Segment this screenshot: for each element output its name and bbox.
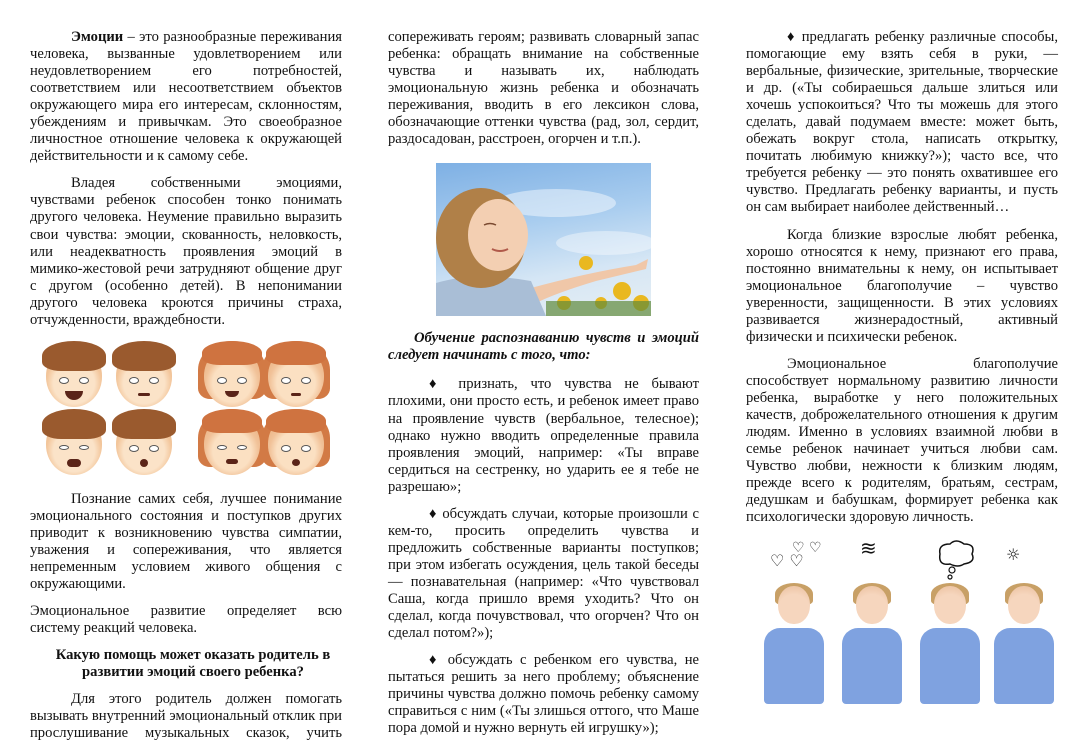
paragraph-text: – это разнообразные переживания человека, вызванные удовлетворением или неудовлетворением его потребностей, соответствием или несоответствием объектов окружающего мира его интересам, склонностям, убеждениям и привычкам. Это своеобразное личностное отношение человека к окружающей действительности и к самому себе.: [30, 29, 342, 165]
paragraph-emotional-wellbeing: Эмоциональное благополучие способствует нормальному развитию личности ребенка, выработке у него положительных качеств, доброжелательного отношения к другим людям. Именно в условиях взаимной любви в семье ребенок начинает учиться любви сам. Чувство любви, нежности к близким людям, прежде всего к родителям, братьям, сестрам, дедушкам и бабушкам, формирует ребенка как психологически здоровую личность.: [746, 355, 1058, 526]
boy-angry-face: [46, 415, 102, 475]
girl-idea: [994, 586, 1054, 704]
diamond-bullet-icon: ♦: [429, 652, 441, 669]
bullet-offer-ways: [746, 29, 1058, 217]
boy-sad-face: [116, 347, 172, 407]
girl-happy-face: [204, 347, 260, 407]
column-3: [746, 29, 1058, 704]
bullet-text: предлагать ребенку различные способы, помогающие ему взять себя в руки, — вербальные, физические, зрительные, творческие и др. («Ты собираешься дальше злиться или хочешь успокоиться? Что ты можешь для этого сделать, давай подумаем вместе: может быть, обежать вокруг стола, написать открытку, почитать любимую книжку?»); часто все, что требуется ребенку — это понять охватившее его чувство. Предлагать ребенку варианты, и пусть он сам выбирает наиболее действенный…: [746, 29, 1058, 216]
bullet-text: признать, что чувства не бывают плохими, они просто есть, и ребенок имеет право на проявление чувств (вербальное, телесное); однако нужно вводить определенные правила проявления эмоций, например: «Ты вправе сердиться на сестренку, но ударить ее я тебе не разрешаю»;: [388, 376, 699, 495]
paragraph-parent-should: Для этого родитель должен помогать вызывать внутренний эмоциональный отклик при прослушивание музыкальных сказок, учить: [30, 691, 342, 742]
paragraph-emotional-development: Эмоциональное развитие определяет всю систему реакций человека.: [30, 603, 342, 637]
boy-scared-face: [116, 415, 172, 475]
bullet-text: обсуждать случаи, которые произошли с кем-то, просить определить чувства и предложить собственные варианты поступков; при этом избегать осуждения, цель такой беседы — познавательная (например: «Что чувствовал Саша, когда пришло время уходить? Что он сделал, когда почувствовал, что огорчен? Что он сделал потом?»);: [388, 505, 700, 642]
girl-thinking: [920, 586, 980, 704]
bullet-discuss-cases: [388, 506, 699, 642]
paragraph-loving-adults: Когда близкие взрослые любят ребенка, хорошо относятся к нему, признают его права, постоянно внимательны к нему, он испытывает эмоциональное благополучие – чувство уверенности, защищенности. В этих условиях развивается жизнерадостный, активный физически и психически ребенок.: [746, 226, 1058, 345]
child-sky-illustration: [436, 163, 651, 316]
girl-sad-face: [268, 347, 324, 407]
diamond-bullet-icon: ♦: [429, 505, 438, 522]
column-2: [388, 29, 699, 747]
emotion-faces-illustration: [40, 341, 340, 477]
heading-parent-help: Какую помощь может оказать родитель в развитии эмоций своего ребенка?: [55, 647, 331, 681]
boy-happy-face: [46, 347, 102, 407]
girl-angry: [842, 586, 902, 704]
girl-angry-face: [204, 415, 260, 475]
thought-bubble-icon: [934, 538, 978, 582]
term-emotions: Эмоции: [71, 29, 124, 45]
diamond-bullet-icon: ♦: [429, 376, 446, 393]
bullet-discuss-feelings: [388, 652, 699, 737]
girl-emotions-photo: [764, 536, 1054, 704]
hearts-doodle-icon: ♡ ♡: [792, 540, 822, 557]
girl-scared-face: [268, 415, 324, 475]
paragraph-empathize-heroes: сопереживать героям; развивать словарный запас ребенка: обращать внимание на собственные чувства и называть их, наблюдать эмоциональную жизнь ребенка и обозначать переживания, вводить в его лексикон слова, обозначающие оттенки чувства (рад, зол, сердит, раздосадован, расстроен, огорчен и т.п.).: [388, 29, 699, 148]
diamond-bullet-icon: ♦: [787, 29, 797, 45]
lightbulb-doodle-icon: ☼: [1006, 545, 1021, 565]
child-sky-photo: [436, 163, 651, 316]
scribble-cloud-icon: ≋: [860, 536, 875, 561]
heading-recognition-training: Обучение распознаванию чувств и эмоций следует начинать с того, что:: [388, 330, 699, 364]
paragraph-self-knowledge: Познание самих себя, лучшее понимание эмоционального состояния и поступков других приводит к возникновению чувства симпатии, уважения и сопереживания, что является непременным условием живого общения с окружающими.: [30, 490, 342, 593]
hearts-doodle-icon: ♡ ♡: [770, 551, 804, 571]
paragraph-owning-emotions: Владея собственными эмоциями, чувствами ребенок способен тонко понимать другого человека. Неумение правильно выразить свои чувства: эмоции, скованность, неловкость, или неадекватность проявления эмоций в мимико-жестовой речи затрудняют общение друг с другом (особенно детей). В непонимании другого человека кроются причины страха, отчужденности, враждебности.: [30, 175, 342, 328]
girl-in-love: [764, 586, 824, 704]
bullet-accept-feelings: [388, 376, 699, 495]
bullet-text: обсуждать с ребенком его чувства, не пытаться решить за него проблему; объяснение причины чувства должно помочь ребенку самому справиться с ним («Ты злишься оттого, что Маше пора домой и нужно вернуть ей игрушку»);: [388, 652, 699, 737]
paragraph-emotions-definition: [30, 29, 342, 165]
column-1: [30, 29, 342, 752]
